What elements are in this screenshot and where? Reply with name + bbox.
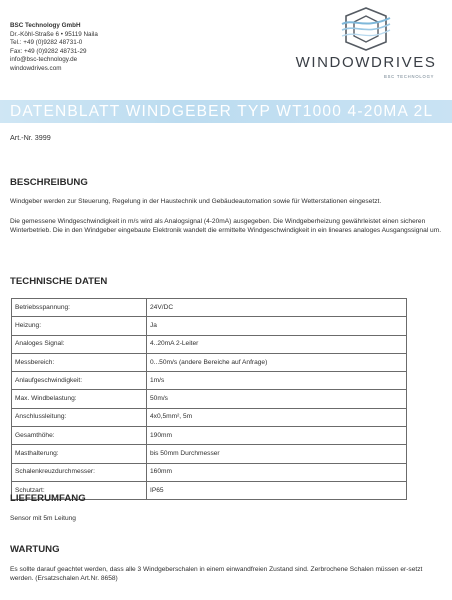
table-row (12, 463, 407, 481)
spec-label: Messbereich: (12, 353, 147, 371)
windowdrives-logo (288, 6, 444, 86)
article-number: Art.-Nr. 3999 (10, 133, 51, 142)
window-wave-logo-icon (340, 6, 392, 52)
table-row (12, 335, 407, 353)
spec-value: 50m/s (147, 390, 407, 408)
spec-value: Ja (147, 317, 407, 335)
spec-label: Betriebsspannung: (12, 299, 147, 317)
spec-value: 1m/s (147, 372, 407, 390)
table-row (12, 372, 407, 390)
table-row (12, 408, 407, 426)
logo-wordmark: WINDOWDRIVES (295, 54, 437, 71)
spec-label: Schalenkreuzdurchmesser: (12, 463, 147, 481)
company-tel: Tel.: +49 (0)9282 48731-0 (10, 39, 83, 47)
company-website[interactable]: windowdrives.com (10, 64, 62, 72)
spec-label: Heizung: (12, 317, 147, 335)
beschreibung-paragraph-2: Die gemessene Windgeschwindigkeit in m/s wird als Analogsignal (4-20mA) ausgegeben. Die Windgeberheizung gewährleistet einen sicheren Winterbetrieb. Die in den Windgeber eingebaute Elektronik wandelt die ermittelte Windgeschwindigkeit in ein lineares analoges Ausgangssignal um. (10, 218, 442, 235)
section-heading-beschreibung: BESCHREIBUNG (10, 177, 88, 188)
spec-value: 4x0,5mm², 5m (147, 408, 407, 426)
spec-label: Anschlussleitung: (12, 408, 147, 426)
table-row (12, 317, 407, 335)
company-street: Dr.-Köhl-Straße 6 • 95119 Naila (10, 30, 98, 38)
section-heading-lieferumfang: LIEFERUMFANG (10, 493, 86, 504)
spec-label: Gesamthöhe: (12, 427, 147, 445)
table-row (12, 299, 407, 317)
company-name: BSC Technology GmbH (10, 22, 81, 29)
spec-value: 24V/DC (147, 299, 407, 317)
company-email[interactable]: info@bsc-technology.de (10, 56, 78, 64)
lieferumfang-text: Sensor mit 5m Leitung (10, 515, 76, 522)
company-fax: Fax: +49 (0)9282 48731-29 (10, 47, 87, 55)
beschreibung-paragraph-1: Windgeber werden zur Steuerung, Regelung in der Haustechnik und Gebäudeautomation sowie für Wetterstationen eingesetzt. (10, 198, 382, 205)
spec-value: 190mm (147, 427, 407, 445)
table-row (12, 445, 407, 463)
table-row (12, 353, 407, 371)
spec-label: Analoges Signal: (12, 335, 147, 353)
technical-data-table (11, 298, 407, 500)
spec-label: Max. Windbelastung: (12, 390, 147, 408)
logo-subtitle: BSC TECHNOLOGY (384, 74, 435, 79)
table-row (12, 427, 407, 445)
spec-value: 160mm (147, 463, 407, 481)
spec-value: 4..20mA 2-Leiter (147, 335, 407, 353)
spec-label: Schutzart: (12, 481, 147, 499)
spec-label: Anlaufgeschwindigkeit: (12, 372, 147, 390)
spec-value: IP65 (147, 481, 407, 499)
spec-value: 0...50m/s (andere Bereiche auf Anfrage) (147, 353, 407, 371)
company-address-block (10, 22, 98, 74)
table-row (12, 390, 407, 408)
datasheet-title-banner: DATENBLATT WINDGEBER TYP WT1000 4-20MA 2L (0, 100, 452, 123)
spec-value: bis 50mm Durchmesser (147, 445, 407, 463)
section-heading-wartung: WARTUNG (10, 544, 60, 555)
section-heading-technische-daten: TECHNISCHE DATEN (10, 276, 108, 287)
spec-label: Masthalterung: (12, 445, 147, 463)
wartung-text: Es sollte darauf geachtet werden, dass alle 3 Windgeberschalen in einem einwandfreien Zustand sind. Zerbrochene Schalen müssen er-setzt werden. (Ersatzschalen Art.Nr. 8658) (10, 566, 423, 583)
